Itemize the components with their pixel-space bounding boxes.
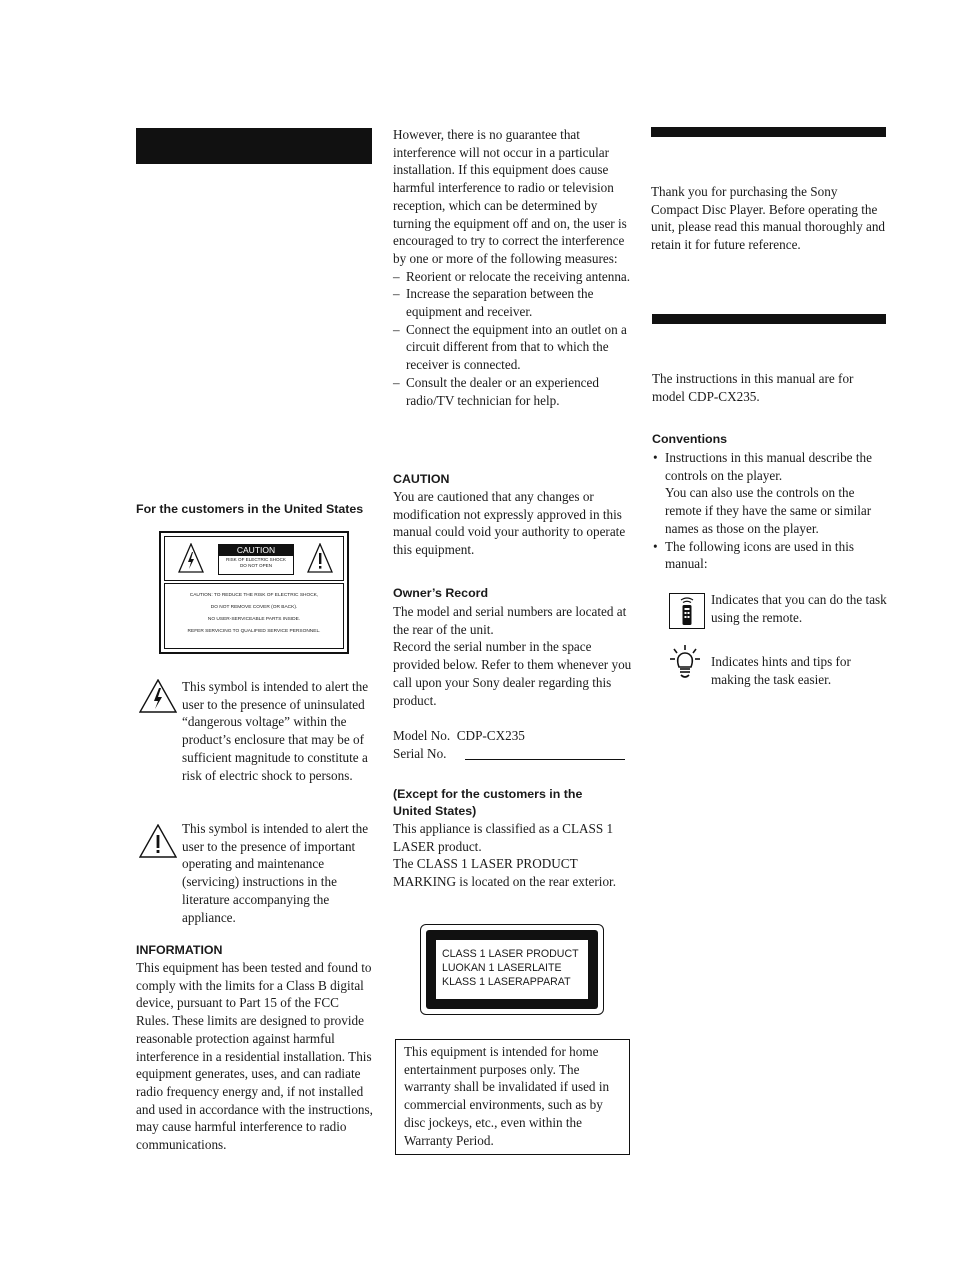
owners-record-heading: Owner’s Record [393,586,489,600]
caution-text: You are cautioned that any changes or modification not expressly approved in this manual could void your authority to operate this equipment. [393,489,626,558]
exclamation-triangle-icon [139,824,177,858]
except-heading: (Except for the customers in the United States) [393,787,583,818]
exclamation-warning-icon [307,543,333,573]
serial-number-blank [465,759,625,760]
measure-item: – Reorient or relocate the receiving antenna. [393,268,633,286]
hints-icon-text: Indicates hints and tips for making the task easier. [711,654,851,687]
convention-item-text: You can also use the controls on the remote if they have the same or similar names as those on the player. [665,485,872,536]
conventions-heading: Conventions [652,432,728,446]
welcome-text: Thank you for purchasing the Sony Compact Disc Player. Before operating the unit, please read this manual thoroughly and retain it for future reference. [651,184,886,253]
interference-intro: However, there is no guarantee that interference will not occur in a particular installation. If this equipment does cause harmful interference to radio or television reception, which can be determined by turning the equipment off and on, the user is encouraged to try to correct the interference by one or more of the following measures: [393,127,627,266]
symbol1-text: This symbol is intended to alert the user to the presence of uninsulated “dangerous voltage” within the product’s enclosure that may be of sufficient magnitude to constitute a risk of electric shock to persons. [182,679,369,783]
laser-label-line1: CLASS 1 LASER PRODUCT [442,948,579,960]
caution-label-line4: REFER SERVICING TO QUALIFIED SERVICE PERSONNEL. [187,629,321,634]
serial-number-row [393,745,633,763]
lightning-warning-icon [178,543,204,573]
laser-label-line2: LUOKAN 1 LASERLAITE [442,962,562,974]
model-number-row [393,727,633,745]
caution-label-title: CAUTION [219,545,293,556]
laser-product-label [420,924,604,1015]
model-number-label: Model No. [393,728,451,743]
caution-label-line2: DO NOT REMOVE COVER (OR BACK). [210,605,298,610]
about-manual-text: The instructions in this manual are for model CDP-CX235. [652,371,854,404]
measure-item: – Increase the separation between the equipment and receiver. [393,285,633,320]
home-use-notice-text: This equipment is intended for home entertainment purposes only. The warranty shall be invalidated if used in commercial environments, such as by disc jockeys, etc., even within the Warranty Period. [404,1044,610,1148]
convention-item-text: Instructions in this manual describe the controls on the player. [665,450,872,483]
caution-label-sub2: DO NOT OPEN [239,563,273,568]
welcome-title-bar [651,127,886,137]
us-customers-heading: For the customers in the United States [136,502,364,516]
information-text: This equipment has been tested and found to comply with the limits for a Class B digital device, pursuant to Part 15 of the FCC Rules. These limits are designed to provide reasonable protection against harmful interference in a residential installation. This equipment generates, uses, and can radiate radio frequency energy and, if not installed and used in accordance with the instructions, may cause harmful interference to radio communications. [136,960,373,1153]
conventions-list [652,449,886,573]
serial-number-label: Serial No. [393,746,447,761]
lightning-triangle-icon [139,679,177,713]
home-use-notice-box [395,1039,630,1155]
convention-item [652,538,886,573]
caution-heading: CAUTION [393,472,450,486]
measure-item: – Connect the equipment into an outlet on a circuit different from that to which the receiver is connected. [393,321,633,374]
owners-record-text2: Record the serial number in the space provided below. Refer to them whenever you call upon your Sony dealer regarding this product. [393,639,632,708]
convention-item-text: The following icons are used in this manual: [665,538,854,572]
remote-icon-box [669,593,705,629]
lightbulb-icon [668,644,702,680]
warning-title-bar [136,128,372,164]
except-text2: The CLASS 1 LASER PRODUCT MARKING is located on the rear exterior. [393,856,617,890]
interference-measures [393,268,633,410]
owners-record-text1: The model and serial numbers are located at the rear of the unit. [393,604,627,637]
caution-label [159,531,349,654]
caution-label-sub1: RISK OF ELECTRIC SHOCK [226,557,286,562]
laser-label-line3: KLASS 1 LASERAPPARAT [442,976,571,988]
symbol2-text: This symbol is intended to alert the user to the presence of important operating and maintenance (servicing) instructions in the literature accompanying the appliance. [182,821,369,925]
model-number-value: CDP-CX235 [456,728,525,743]
convention-item [652,449,886,538]
caution-label-line3: NO USER-SERVICEABLE PARTS INSIDE. [207,617,301,622]
information-heading: INFORMATION [136,943,223,957]
about-manual-title-bar [652,314,886,324]
caution-label-line1: CAUTION: TO REDUCE THE RISK OF ELECTRIC SHOCK, [189,593,319,598]
measure-item: – Consult the dealer or an experienced radio/TV technician for help. [393,374,633,409]
remote-icon-text: Indicates that you can do the task using the remote. [711,592,887,625]
remote-control-icon [670,594,704,628]
except-text1: This appliance is classified as a CLASS 1 LASER product. [393,821,614,854]
